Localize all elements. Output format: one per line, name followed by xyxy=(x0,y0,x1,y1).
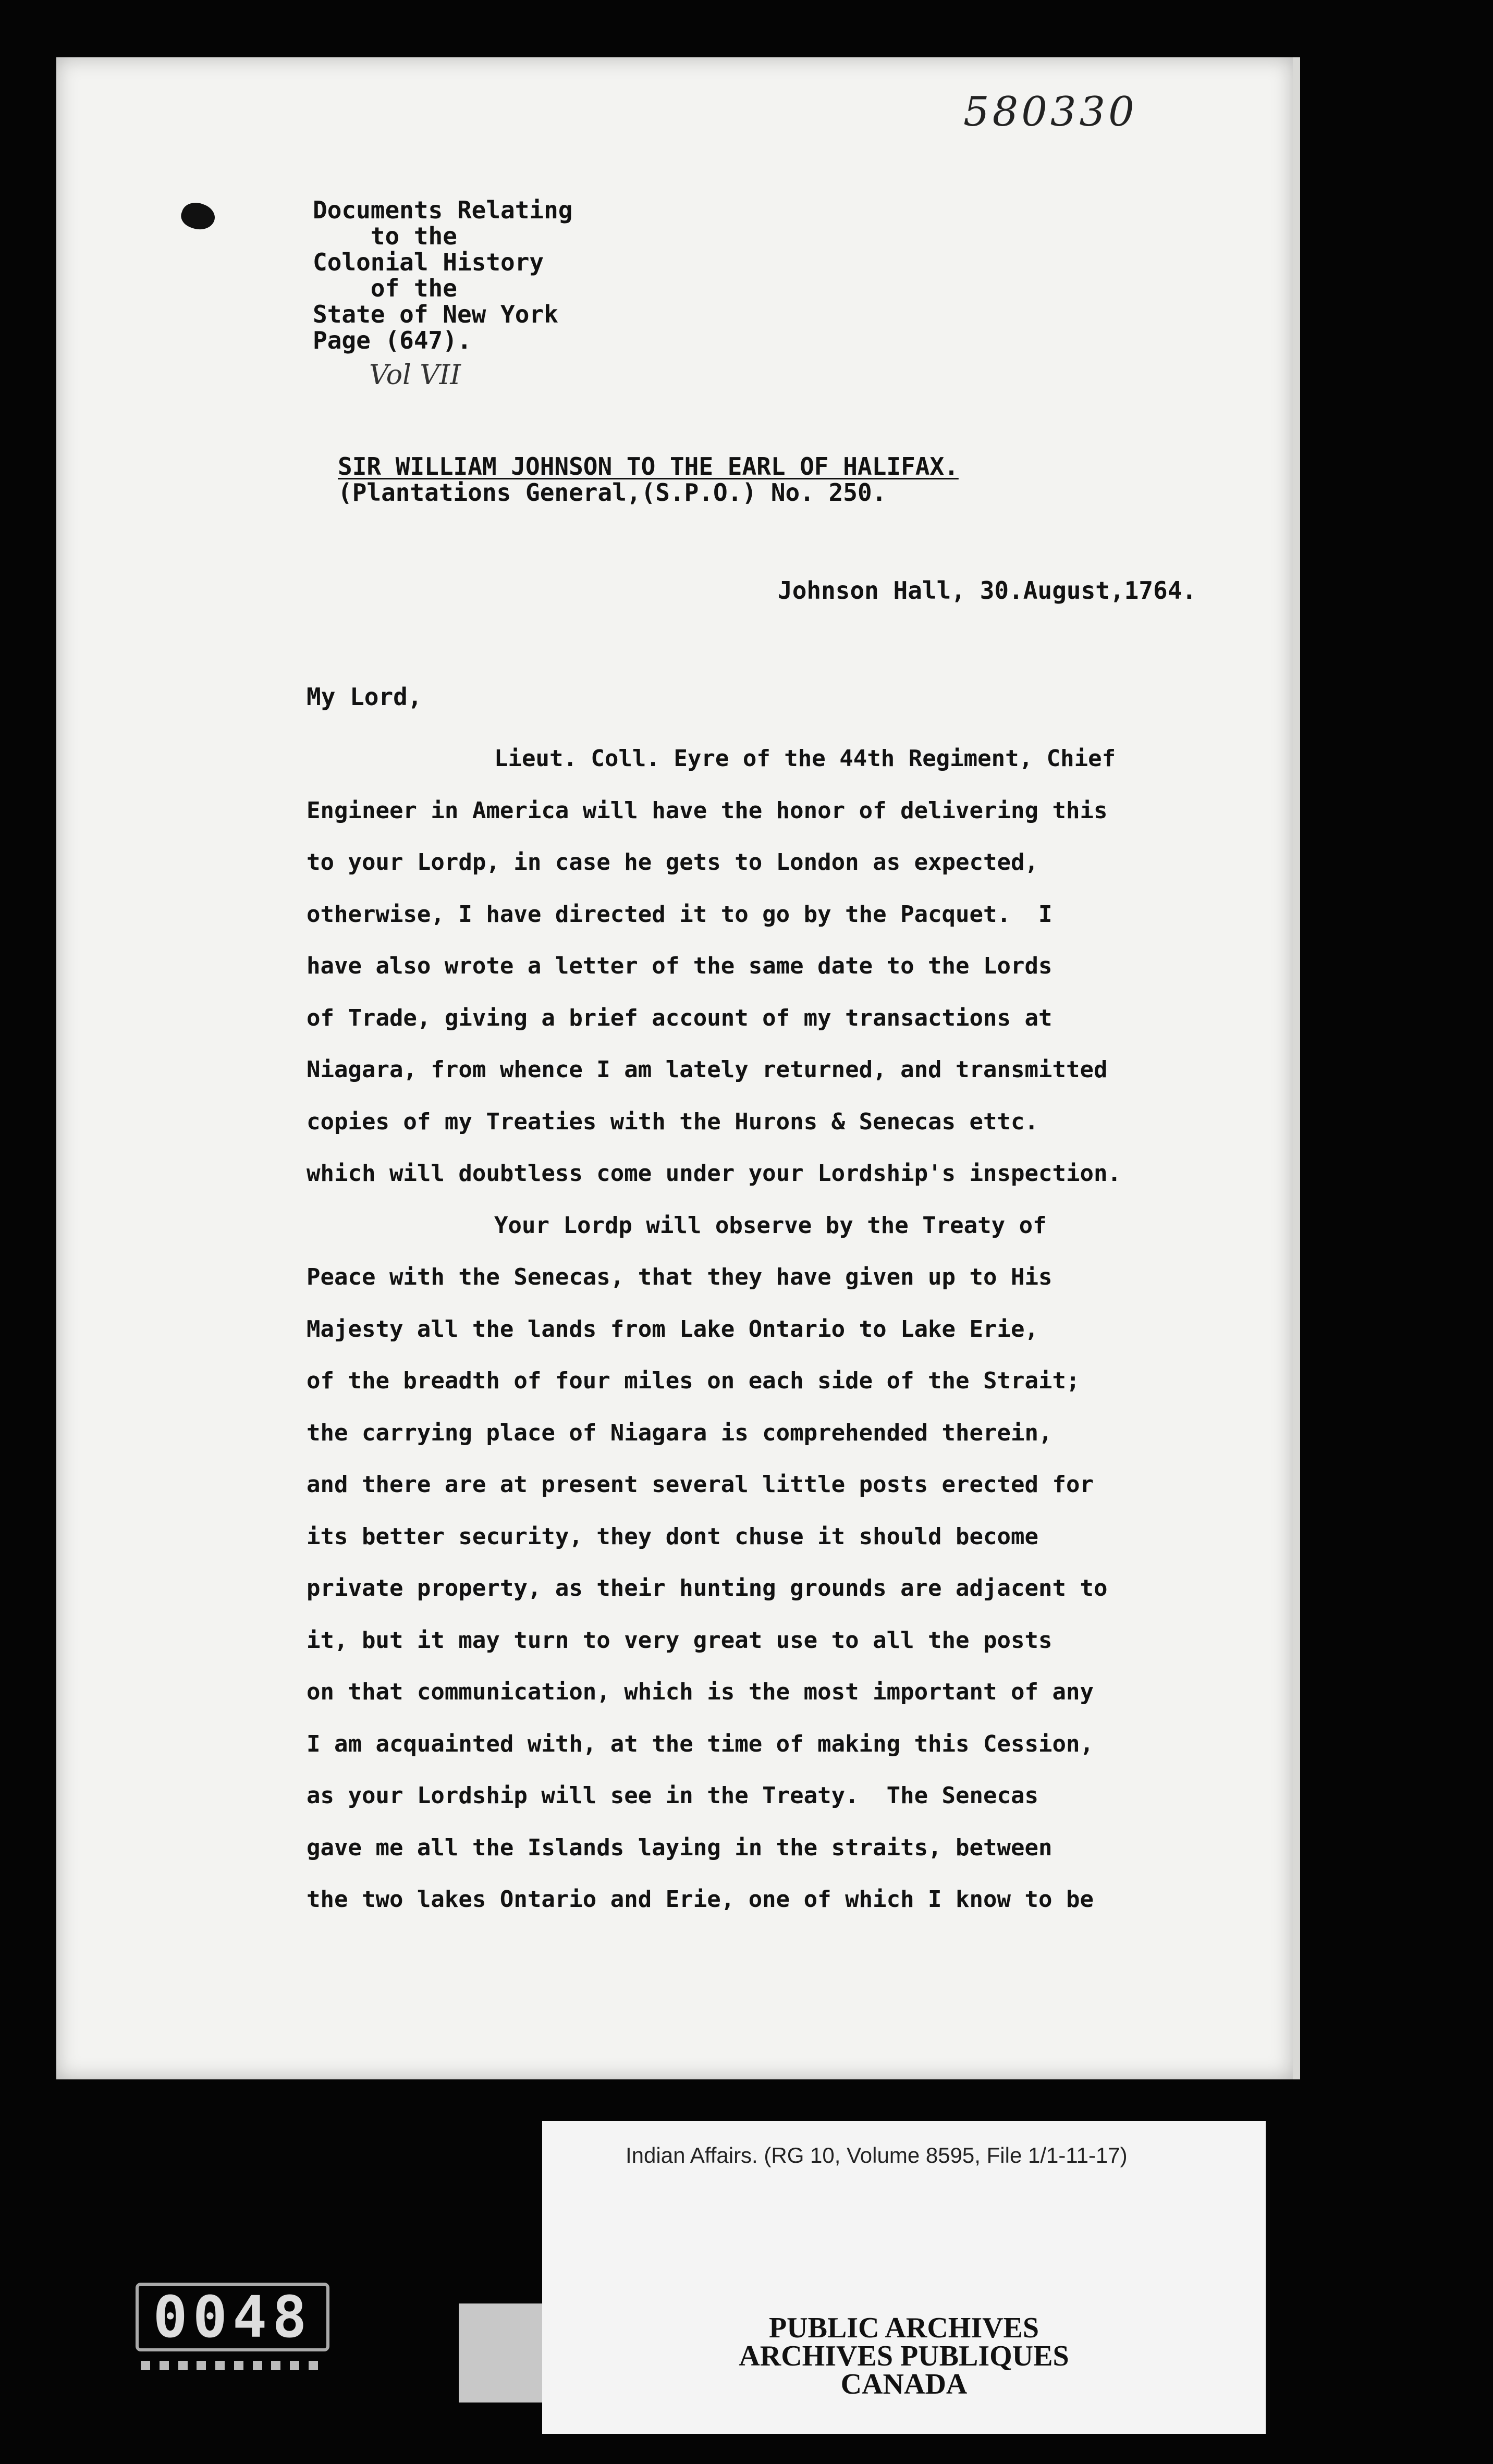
body-line: on that communication, which is the most important of any xyxy=(307,1679,1094,1705)
archives-stamp-line: ARCHIVES PUBLIQUES xyxy=(739,2340,1069,2372)
body-line: Your Lordp will observe by the Treaty of xyxy=(494,1212,1047,1239)
body-line: the carrying place of Niagara is comprehended therein, xyxy=(307,1419,1053,1446)
body-line: Peace with the Senecas, that they have given up to His xyxy=(307,1264,1053,1290)
body-line: to your Lordp, in case he gets to London as expected, xyxy=(307,849,1038,876)
handwritten-volume-note: Vol VII xyxy=(369,360,461,391)
archive-label-card xyxy=(542,2121,1266,2434)
body-line: of Trade, giving a brief account of my transactions at xyxy=(307,1004,1053,1031)
dateline: Johnson Hall, 30.August,1764. xyxy=(778,576,1197,605)
source-line: of the xyxy=(313,274,457,302)
body-line: its better security, they dont chuse it should become xyxy=(307,1523,1038,1550)
archives-stamp-line: PUBLIC ARCHIVES xyxy=(768,2312,1039,2344)
letter-body xyxy=(307,733,1276,1926)
film-leader-strip xyxy=(459,2303,542,2403)
body-line: it, but it may turn to very great use to all the posts xyxy=(307,1627,1053,1654)
catalog-reference: Indian Affairs. (RG 10, Volume 8595, File 1/1-11-17) xyxy=(626,2143,1128,2167)
source-line: State of New York xyxy=(313,300,558,328)
body-line: otherwise, I have directed it to go by the Pacquet. I xyxy=(307,901,1053,928)
body-line: and there are at present several little posts erected for xyxy=(307,1471,1094,1498)
source-line: Colonial History xyxy=(313,248,544,276)
body-line: copies of my Treaties with the Hurons & Senecas ettc. xyxy=(307,1108,1038,1135)
body-line: which will doubtless come under your Lordship's inspection. xyxy=(307,1160,1121,1187)
film-frame-counter: 0048 xyxy=(136,2283,329,2351)
heading-title: SIR WILLIAM JOHNSON TO THE EARL OF HALIFAX. xyxy=(338,452,959,481)
source-line: Page (647). xyxy=(313,326,472,354)
ink-blot-mark xyxy=(178,199,218,235)
body-line: gave me all the Islands laying in the straits, between xyxy=(307,1834,1053,1861)
body-line: private property, as their hunting grounds are adjacent to xyxy=(307,1575,1108,1601)
body-line: Niagara, from whence I am lately returned, and transmitted xyxy=(307,1056,1108,1083)
source-line: to the xyxy=(313,222,457,250)
body-line: have also wrote a letter of the same date to the Lords xyxy=(307,953,1053,979)
body-line: I am acquainted with, at the time of making this Cession, xyxy=(307,1730,1094,1757)
archives-stamp-line: CANADA xyxy=(840,2368,968,2400)
document-page xyxy=(56,57,1293,2079)
body-line: of the breadth of four miles on each side of the Strait; xyxy=(307,1367,1080,1394)
film-sprocket-holes xyxy=(141,2361,318,2371)
salutation: My Lord, xyxy=(307,683,422,711)
body-line: Engineer in America will have the honor of delivering this xyxy=(307,797,1108,824)
archives-stamp xyxy=(542,2314,1266,2398)
body-line: Lieut. Coll. Eyre of the 44th Regiment, Chief xyxy=(494,745,1116,772)
body-line: as your Lordship will see in the Treaty. The Senecas xyxy=(307,1782,1038,1809)
manuscript-number: 580330 xyxy=(963,89,1137,135)
source-citation xyxy=(313,197,573,353)
body-line: Majesty all the lands from Lake Ontario to Lake Erie, xyxy=(307,1315,1038,1342)
heading-reference: (Plantations General,(S.P.O.) No. 250. xyxy=(338,478,887,507)
letter-heading xyxy=(338,453,959,506)
body-line: the two lakes Ontario and Erie, one of which I know to be xyxy=(307,1886,1094,1913)
source-line: Documents Relating xyxy=(313,196,573,224)
